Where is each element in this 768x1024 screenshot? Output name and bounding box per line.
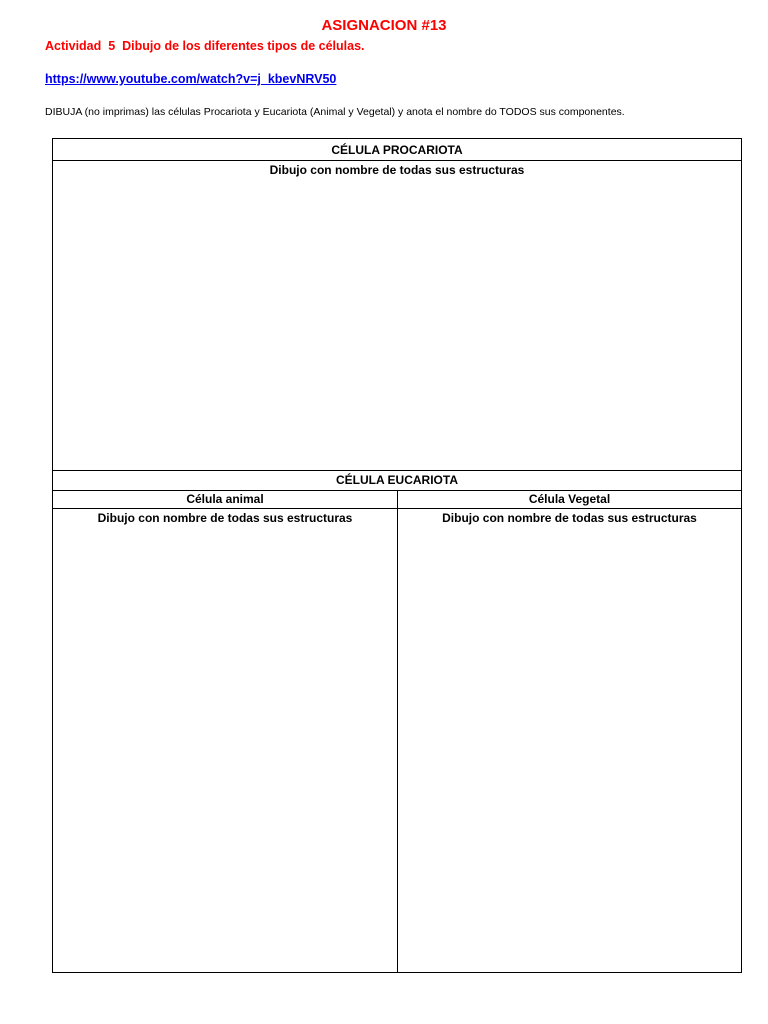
page-title: ASIGNACION #13 [321, 17, 447, 34]
procariota-heading: CÉLULA PROCARIOTA [331, 143, 463, 157]
vegetal-subheading: Dibujo con nombre de todas sus estructuras [442, 511, 697, 525]
video-link[interactable]: https://www.youtube.com/watch?v=j_kbevNRV50 [45, 72, 337, 86]
eucariota-heading: CÉLULA EUCARIOTA [336, 473, 458, 487]
vegetal-drawing-area[interactable] [398, 529, 741, 971]
activity-heading: Actividad 5 Dibujo de los diferentes tipos de células. [45, 39, 365, 53]
animal-heading: Célula animal [186, 492, 264, 506]
procariota-subheading: Dibujo con nombre de todas sus estructuras [269, 163, 525, 177]
worksheet-table [52, 138, 742, 973]
procariota-drawing-area[interactable] [53, 179, 741, 469]
vegetal-heading: Célula Vegetal [528, 492, 611, 506]
animal-subheading: Dibujo con nombre de todas sus estructuras [97, 511, 353, 525]
instructions-text: DIBUJA (no imprimas) las células Procariota y Eucariota (Animal y Vegetal) y anota el nombre do TODOS sus componentes. [45, 106, 625, 118]
animal-drawing-area[interactable] [53, 529, 396, 971]
